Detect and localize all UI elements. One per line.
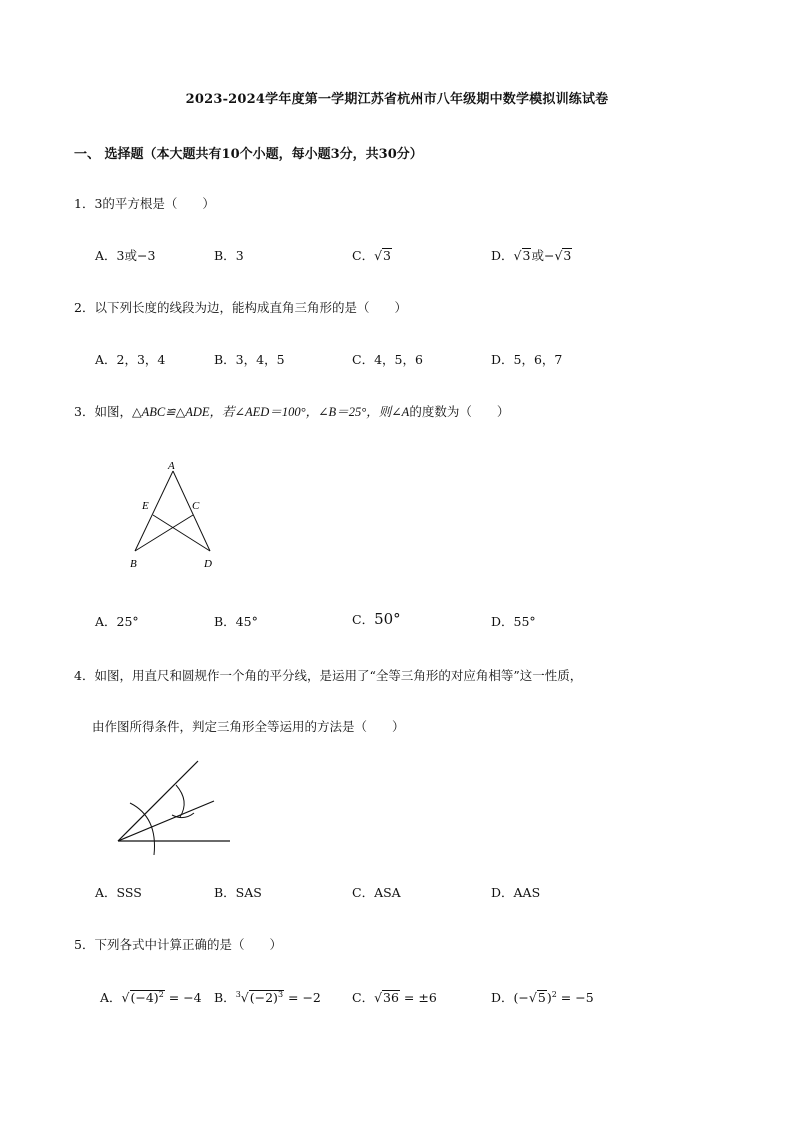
q4-option-c: C．ASA xyxy=(352,885,401,900)
q2-option-b: B．3，4，5 xyxy=(214,352,285,367)
q4-option-a: A．SSS xyxy=(95,885,142,900)
q1-option-b: B．3 xyxy=(214,248,244,263)
q2-option-a: A．2，3，4 xyxy=(95,352,166,367)
q2-option-d: D．5，6，7 xyxy=(491,352,563,367)
q5-option-d: D．$(-√5)^2 = -5$ xyxy=(491,989,594,1005)
q1-option-c: C．√3 xyxy=(352,248,391,263)
question-4-stem-line2: 由作图所得条件，判定三角形全等运用的方法是（ ） xyxy=(92,719,405,734)
angle-bisector-figure xyxy=(110,755,240,865)
question-4-stem: 4．如图，用直尺和圆规作一个角的平分线，是运用了“全等三角形的对应角相等”这一性质， xyxy=(74,668,583,683)
q4-option-d: D．AAS xyxy=(491,885,541,900)
q5-option-a: A．$√(-4)^2 = -4$ xyxy=(100,989,202,1005)
q3-option-d: D．55° xyxy=(491,614,536,629)
label-b: B xyxy=(130,558,137,570)
section-heading: 一、 选择题（本大题共有10个小题，每小题3分，共30分） xyxy=(74,147,423,162)
question-5-stem: 5．下列各式中计算正确的是（ ） xyxy=(74,937,282,952)
q5-option-c: C．√36 = ±6 xyxy=(352,990,437,1005)
q2-option-c: C．4，5，6 xyxy=(352,352,423,367)
question-1-stem: 1．3的平方根是（ ） xyxy=(74,196,215,211)
q4-option-b: B．SAS xyxy=(214,885,262,900)
exam-title: 2023-2024学年度第一学期江苏省杭州市八年级期中数学模拟训练试卷 xyxy=(185,92,609,107)
label-e: E xyxy=(142,500,149,512)
q5-option-b: B．$^3√(-2)^3 = -2$ xyxy=(214,989,321,1005)
triangle-figure xyxy=(120,455,230,575)
q3-option-c: C．50° xyxy=(352,610,401,628)
q3-option-b: B．45° xyxy=(214,614,258,629)
q3-option-a: A．25° xyxy=(95,614,139,629)
question-2-stem: 2．以下列长度的线段为边，能构成直角三角形的是（ ） xyxy=(74,300,407,315)
label-a: A xyxy=(168,460,175,472)
q1-option-d: D．√3或−√3 xyxy=(491,248,572,263)
q1-option-a: A．3或−3 xyxy=(95,248,156,263)
question-3-stem: 3．如图，△ABC≌△ADE，若∠AED＝100°，∠B＝25°，则∠A的度数为（ ） xyxy=(74,404,510,419)
label-c: C xyxy=(192,500,200,512)
label-d: D xyxy=(204,558,212,570)
